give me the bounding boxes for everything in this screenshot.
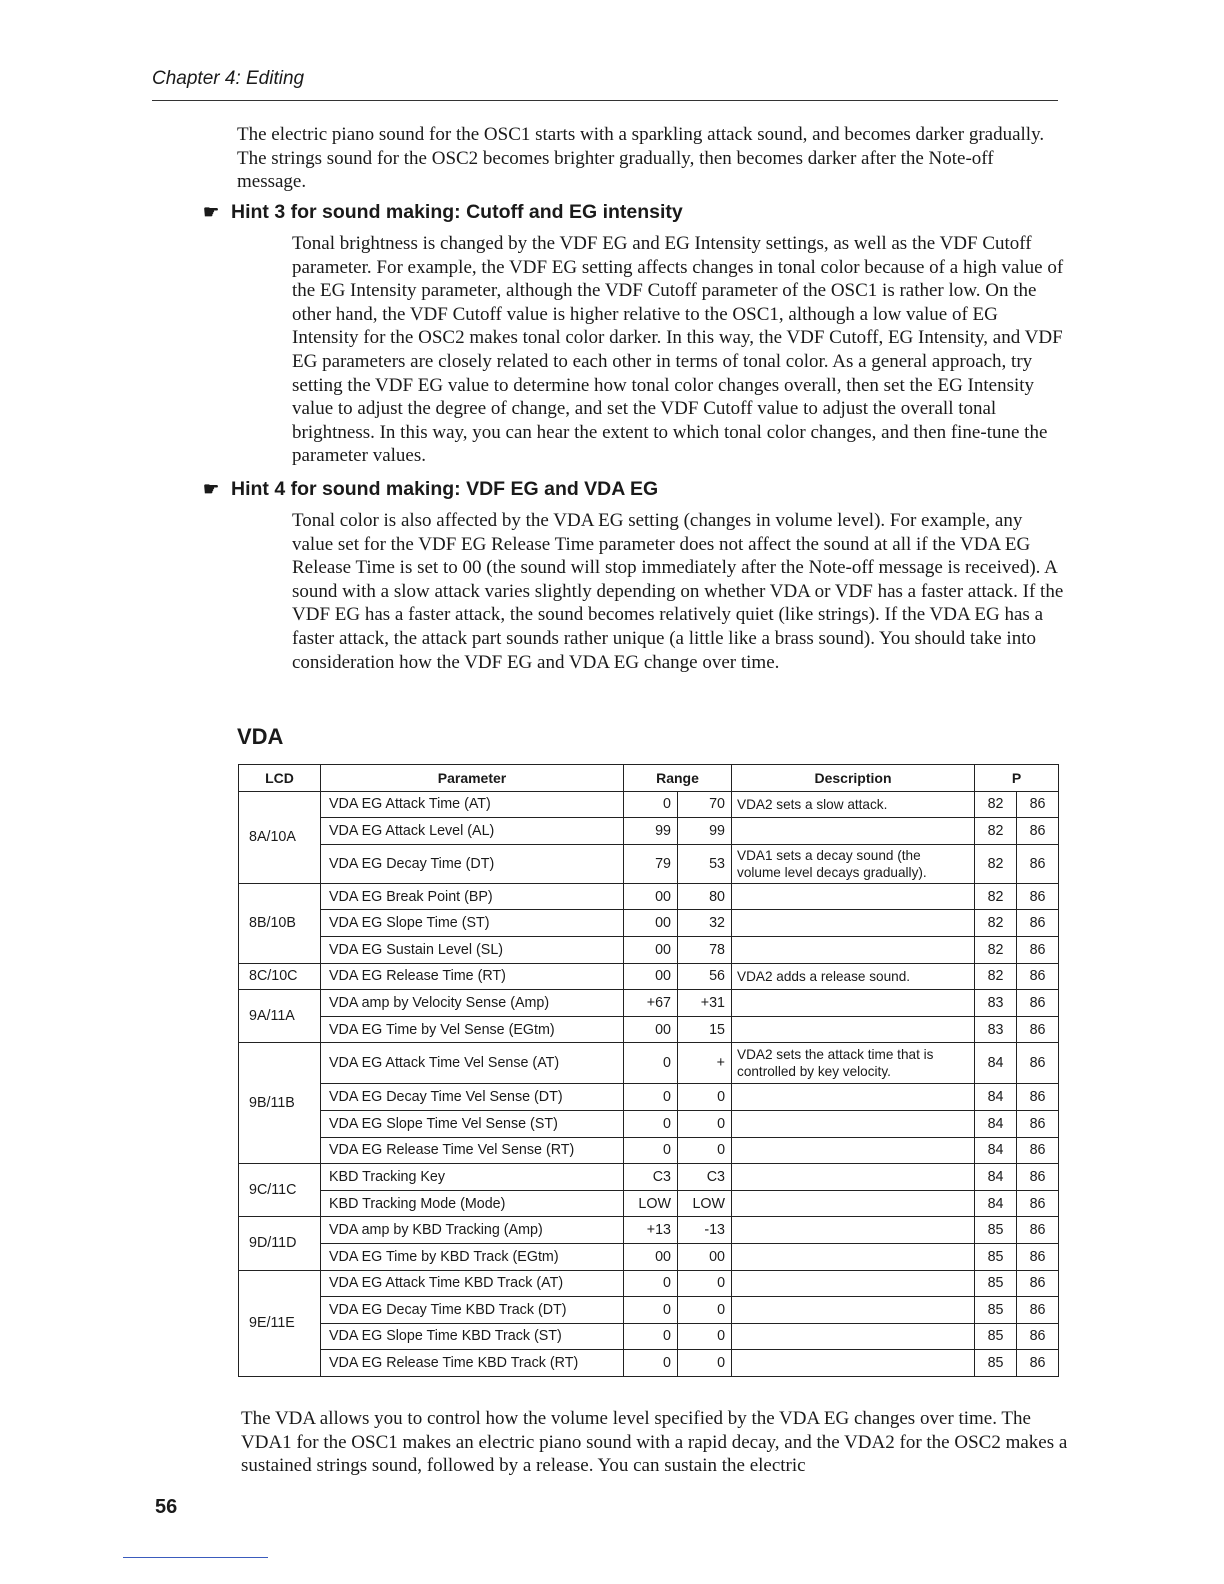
vda-parameter-table [238, 764, 1059, 1377]
parameter-cell: VDA EG Sustain Level (SL) [321, 936, 624, 963]
page-ref-cell: 85 [975, 1323, 1017, 1350]
parameter-cell: VDA amp by KBD Tracking (Amp) [321, 1217, 624, 1244]
page-ref-cell: 86 [1017, 910, 1059, 937]
page-ref-cell: 86 [1017, 990, 1059, 1017]
page-ref-cell: 82 [975, 910, 1017, 937]
parameter-cell: VDA EG Attack Level (AL) [321, 818, 624, 845]
page-ref-cell: 86 [1017, 791, 1059, 818]
table-header-row [239, 765, 1059, 792]
description-cell [732, 1190, 975, 1217]
description-cell [732, 1350, 975, 1377]
page-ref-cell: 86 [1017, 1137, 1059, 1164]
description-cell [732, 990, 975, 1017]
range-osc1-cell: 0 [624, 1137, 678, 1164]
range-osc1-cell: C3 [624, 1164, 678, 1191]
description-cell [732, 1323, 975, 1350]
page-ref-cell: 86 [1017, 963, 1059, 990]
range-osc1-cell: 00 [624, 1243, 678, 1270]
hint-3-paragraph: Tonal brightness is changed by the VDF EG and EG Intensity settings, as well as the VDF Cutoff parameter. For example, the VDF EG setting affects changes in tonal color because of a high value of the EG Intensity parameter, although the VDF Cutoff parameter of the OSC1 is rather low. On the other hand, the VDF Cutoff value is higher relative to the OSC1, although a low value of EG Intensity for the OSC2 makes tonal color darker. In this way, the VDF Cutoff, EG Intensity, and VDF EG parameters are closely related to each other in terms of tonal color. As a general approach, try setting the VDF EG value to determine how tonal color changes overall, then set the EG Intensity value to adjust the degree of change, and set the VDF Cutoff value to adjust the overall tonal brightness. In this way, you can hear the extent to which tonal color changes, and then fine-tune the parameter values. [292, 233, 1064, 467]
page-ref-cell: 82 [975, 963, 1017, 990]
page-ref-cell: 86 [1017, 1016, 1059, 1043]
description-cell: VDA2 sets a slow attack. [732, 791, 975, 818]
header-range: Range [624, 765, 732, 792]
description-cell [732, 1110, 975, 1137]
page-ref-cell: 84 [975, 1110, 1017, 1137]
parameter-cell: KBD Tracking Mode (Mode) [321, 1190, 624, 1217]
table-row [239, 1190, 1059, 1217]
parameter-cell: VDA EG Break Point (BP) [321, 883, 624, 910]
lcd-page-cell: 9E/11E [239, 1270, 321, 1376]
range-osc2-cell: LOW [678, 1190, 732, 1217]
page-ref-cell: 86 [1017, 1043, 1059, 1084]
range-osc1-cell: 0 [624, 1323, 678, 1350]
page-ref-cell: 85 [975, 1270, 1017, 1297]
range-osc1-cell: 0 [624, 791, 678, 818]
page-ref-cell: 86 [1017, 936, 1059, 963]
range-osc1-cell: LOW [624, 1190, 678, 1217]
range-osc2-cell: 99 [678, 818, 732, 845]
description-cell: VDA2 sets the attack time that is controlled by key velocity. [732, 1043, 975, 1084]
description-cell [732, 1297, 975, 1324]
header-description: Description [732, 765, 975, 792]
hint-4-heading [203, 478, 658, 501]
parameter-cell: VDA amp by Velocity Sense (Amp) [321, 990, 624, 1017]
outro-paragraph: The VDA allows you to control how the volume level specified by the VDA EG changes over time. The VDA1 for the OSC1 makes an electric piano sound with a rapid decay, and the VDA2 for the OSC2 makes a sustained strings sound, followed by a release. You can sustain the electric [241, 1408, 1068, 1477]
page-ref-cell: 82 [975, 791, 1017, 818]
range-osc1-cell: 0 [624, 1084, 678, 1111]
table-row [239, 844, 1059, 883]
page-ref-cell: 86 [1017, 1110, 1059, 1137]
hint-3-heading [203, 201, 683, 224]
footer-rule [123, 1557, 268, 1558]
page-ref-cell: 82 [975, 883, 1017, 910]
table-row [239, 1137, 1059, 1164]
description-cell [732, 818, 975, 845]
range-osc2-cell: 0 [678, 1137, 732, 1164]
range-osc2-cell: 53 [678, 844, 732, 883]
section-title: VDA [237, 724, 284, 749]
parameter-cell: VDA EG Slope Time (ST) [321, 910, 624, 937]
page-ref-cell: 86 [1017, 1164, 1059, 1191]
table-row [239, 1243, 1059, 1270]
range-osc2-cell: 0 [678, 1110, 732, 1137]
intro-paragraph: The electric piano sound for the OSC1 starts with a sparkling attack sound, and becomes darker gradually. The strings sound for the OSC2 becomes brighter gradually, then becomes darker after the Note-off message. [237, 124, 1045, 193]
parameter-cell: VDA EG Decay Time KBD Track (DT) [321, 1297, 624, 1324]
parameter-cell: VDA EG Time by KBD Track (EGtm) [321, 1243, 624, 1270]
hint-4-title: Hint 4 for sound making: VDF EG and VDA EG [231, 478, 659, 500]
range-osc2-cell: 0 [678, 1270, 732, 1297]
page-ref-cell: 82 [975, 936, 1017, 963]
description-cell [732, 883, 975, 910]
page-ref-cell: 82 [975, 844, 1017, 883]
table-row [239, 963, 1059, 990]
description-cell [732, 910, 975, 937]
range-osc1-cell: 0 [624, 1110, 678, 1137]
range-osc2-cell: -13 [678, 1217, 732, 1244]
page-ref-cell: 86 [1017, 1297, 1059, 1324]
parameter-cell: VDA EG Attack Time KBD Track (AT) [321, 1270, 624, 1297]
range-osc2-cell: 32 [678, 910, 732, 937]
pointing-hand-icon: ☛ [203, 479, 220, 499]
range-osc1-cell: 0 [624, 1043, 678, 1084]
range-osc1-cell: +13 [624, 1217, 678, 1244]
description-cell [732, 1243, 975, 1270]
table-row [239, 910, 1059, 937]
table-row [239, 1217, 1059, 1244]
range-osc2-cell: 70 [678, 791, 732, 818]
description-cell: VDA1 sets a decay sound (the volume level decays gradually). [732, 844, 975, 883]
description-cell [732, 1164, 975, 1191]
page-ref-cell: 84 [975, 1164, 1017, 1191]
chapter-title: Chapter 4: Editing [152, 68, 305, 89]
lcd-page-cell: 8A/10A [239, 791, 321, 883]
range-osc2-cell: 15 [678, 1016, 732, 1043]
page-ref-cell: 84 [975, 1137, 1017, 1164]
range-osc1-cell: 00 [624, 1016, 678, 1043]
description-cell [732, 1217, 975, 1244]
table-row [239, 936, 1059, 963]
lcd-page-cell: 9A/11A [239, 990, 321, 1043]
range-osc1-cell: +67 [624, 990, 678, 1017]
parameter-cell: VDA EG Time by Vel Sense (EGtm) [321, 1016, 624, 1043]
page-ref-cell: 86 [1017, 1350, 1059, 1377]
parameter-cell: VDA EG Slope Time KBD Track (ST) [321, 1323, 624, 1350]
range-osc1-cell: 00 [624, 883, 678, 910]
table-row [239, 1270, 1059, 1297]
range-osc2-cell: 0 [678, 1350, 732, 1377]
page-ref-cell: 85 [975, 1217, 1017, 1244]
parameter-cell: VDA EG Release Time (RT) [321, 963, 624, 990]
parameter-cell: VDA EG Attack Time Vel Sense (AT) [321, 1043, 624, 1084]
description-cell [732, 1016, 975, 1043]
page-ref-cell: 83 [975, 990, 1017, 1017]
page-ref-cell: 82 [975, 818, 1017, 845]
range-osc2-cell: 0 [678, 1323, 732, 1350]
page-ref-cell: 86 [1017, 1190, 1059, 1217]
range-osc2-cell: 78 [678, 936, 732, 963]
range-osc2-cell: 0 [678, 1297, 732, 1324]
lcd-page-cell: 9D/11D [239, 1217, 321, 1270]
parameter-cell: VDA EG Attack Time (AT) [321, 791, 624, 818]
page-ref-cell: 85 [975, 1243, 1017, 1270]
page-ref-cell: 86 [1017, 844, 1059, 883]
hint-4-paragraph: Tonal color is also affected by the VDA EG setting (changes in volume level). For example, any value set for the VDF EG Release Time parameter does not affect the sound at all if the VDA EG Release Time is set to 00 (the sound will stop immediately after the Note-off message is received). A sound with a slow attack varies slightly depending on whether VDA or VDF has a faster attack. If the VDF EG has a faster attack, the sound becomes relatively quiet (like strings). If the VDA EG has a faster attack, the attack part sounds rather unique (a little like a brass sound). You should take into consideration how the VDF EG and VDA EG change over time. [292, 510, 1064, 673]
range-osc1-cell: 99 [624, 818, 678, 845]
description-cell [732, 1137, 975, 1164]
table-row [239, 1164, 1059, 1191]
range-osc1-cell: 79 [624, 844, 678, 883]
range-osc2-cell: +31 [678, 990, 732, 1017]
description-cell [732, 936, 975, 963]
lcd-page-cell: 8C/10C [239, 963, 321, 990]
lcd-page-cell: 9C/11C [239, 1164, 321, 1217]
table-row [239, 818, 1059, 845]
range-osc2-cell: 80 [678, 883, 732, 910]
pointing-hand-icon: ☛ [203, 202, 220, 222]
range-osc1-cell: 0 [624, 1270, 678, 1297]
range-osc1-cell: 0 [624, 1297, 678, 1324]
description-cell: VDA2 adds a release sound. [732, 963, 975, 990]
page-ref-cell: 84 [975, 1190, 1017, 1217]
description-cell [732, 1270, 975, 1297]
parameter-cell: KBD Tracking Key [321, 1164, 624, 1191]
range-osc1-cell: 00 [624, 963, 678, 990]
table-row [239, 791, 1059, 818]
page-ref-cell: 83 [975, 1016, 1017, 1043]
parameter-cell: VDA EG Release Time KBD Track (RT) [321, 1350, 624, 1377]
range-osc2-cell: + [678, 1043, 732, 1084]
page-ref-cell: 86 [1017, 1084, 1059, 1111]
page-ref-cell: 85 [975, 1297, 1017, 1324]
table-row [239, 1084, 1059, 1111]
table-row [239, 1297, 1059, 1324]
page-ref-cell: 86 [1017, 1270, 1059, 1297]
page-ref-cell: 86 [1017, 1323, 1059, 1350]
lcd-page-cell: 8B/10B [239, 883, 321, 963]
parameter-cell: VDA EG Decay Time Vel Sense (DT) [321, 1084, 624, 1111]
table-row [239, 1350, 1059, 1377]
range-osc2-cell: 56 [678, 963, 732, 990]
hint-3-title: Hint 3 for sound making: Cutoff and EG intensity [231, 201, 683, 223]
parameter-cell: VDA EG Decay Time (DT) [321, 844, 624, 883]
running-header [152, 68, 1058, 101]
range-osc1-cell: 00 [624, 936, 678, 963]
header-p: P [975, 765, 1059, 792]
header-parameter: Parameter [321, 765, 624, 792]
range-osc2-cell: 00 [678, 1243, 732, 1270]
page-ref-cell: 86 [1017, 1217, 1059, 1244]
table-row [239, 1323, 1059, 1350]
header-lcd: LCD [239, 765, 321, 792]
parameter-cell: VDA EG Slope Time Vel Sense (ST) [321, 1110, 624, 1137]
page-ref-cell: 85 [975, 1350, 1017, 1377]
page-ref-cell: 86 [1017, 818, 1059, 845]
page-ref-cell: 84 [975, 1084, 1017, 1111]
table-row [239, 1043, 1059, 1084]
description-cell [732, 1084, 975, 1111]
lcd-page-cell: 9B/11B [239, 1043, 321, 1164]
parameter-cell: VDA EG Release Time Vel Sense (RT) [321, 1137, 624, 1164]
range-osc2-cell: C3 [678, 1164, 732, 1191]
table-row [239, 1110, 1059, 1137]
table-row [239, 1016, 1059, 1043]
page-ref-cell: 86 [1017, 1243, 1059, 1270]
table-row [239, 883, 1059, 910]
table-row [239, 990, 1059, 1017]
range-osc2-cell: 0 [678, 1084, 732, 1111]
page-number: 56 [155, 1496, 178, 1518]
table-body [239, 791, 1059, 1376]
range-osc1-cell: 0 [624, 1350, 678, 1377]
page-ref-cell: 84 [975, 1043, 1017, 1084]
range-osc1-cell: 00 [624, 910, 678, 937]
page-ref-cell: 86 [1017, 883, 1059, 910]
